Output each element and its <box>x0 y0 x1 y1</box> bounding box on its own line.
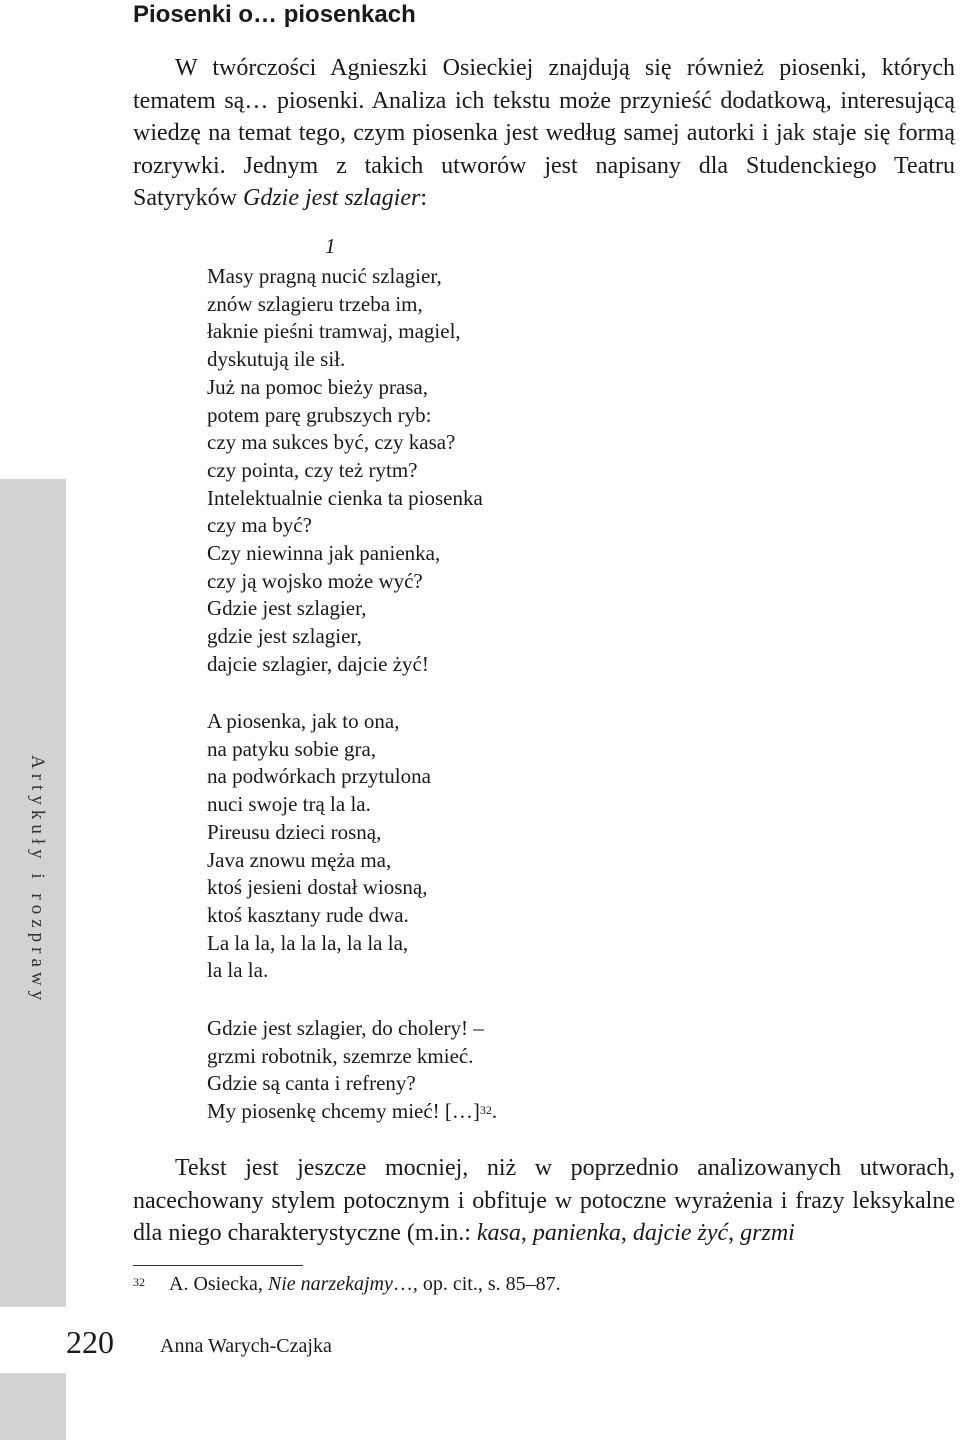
closing-separator: , <box>728 1220 741 1246</box>
poem-line: czy ją wojsko może wyć? <box>207 568 423 593</box>
poem-line: ktoś kasztany rude dwa. <box>207 902 409 927</box>
poem-line: czy ma być? <box>207 513 312 538</box>
poem-line: czy pointa, czy też rytm? <box>207 457 418 482</box>
stanza-3 <box>207 1015 497 1126</box>
poem-line: A piosenka, jak to ona, <box>207 709 400 733</box>
poem-line: Gdzie są canta i refreny? <box>207 1071 416 1096</box>
poem-line: potem parę grubszych ryb: <box>207 402 432 427</box>
closing-terms <box>477 1220 795 1246</box>
poem-line: dyskutują ile sił. <box>207 347 346 372</box>
poem-line-last <box>207 1098 497 1126</box>
footnote-reference[interactable]: 32 <box>479 1103 492 1118</box>
poem-line: czy ma sukces być, czy kasa? <box>207 430 456 455</box>
poem-line: łaknie pieśni tramwaj, magiel, <box>207 319 461 344</box>
poem-line: Już na pomoc bieży prasa, <box>207 374 429 399</box>
poem-line: Java znowu męża ma, <box>207 847 392 872</box>
footnote-text-after: …, op. cit., s. 85–87. <box>392 1273 561 1295</box>
song-title: Gdzie jest szlagier <box>243 185 421 211</box>
footnote-divider <box>133 1265 303 1266</box>
running-footer-author: Anna Warych-Czajka <box>160 1335 332 1357</box>
poem-line: na patyku sobie gra, <box>207 736 377 761</box>
intro-paragraph <box>133 52 955 215</box>
poem-line: Pireusu dzieci rosną, <box>207 819 382 844</box>
side-bar-footer <box>0 1373 66 1440</box>
poem-line-last-text: My piosenkę chcemy mieć! […] <box>207 1099 480 1124</box>
footnote-text-before: A. Osiecka, <box>169 1273 268 1295</box>
footnote-number: 32 <box>133 1275 145 1289</box>
page-number: 220 <box>66 1324 114 1360</box>
footnote <box>133 1273 561 1296</box>
poem-line-last-end: . <box>491 1099 498 1124</box>
poem-line: Gdzie jest szlagier, do cholery! – <box>207 1016 484 1040</box>
closing-term: panienka <box>532 1220 621 1246</box>
section-side-label: Artykuły i rozprawy <box>27 755 48 1006</box>
poem-line: Intelektualnie cienka ta piosenka <box>207 485 483 510</box>
stanza-number: 1 <box>325 234 336 258</box>
intro-end: : <box>420 185 427 211</box>
poem-line: na podwórkach przytulona <box>207 764 431 789</box>
poem-line: gdzie jest szlagier, <box>207 624 362 649</box>
poem-line: nuci swoje trą la la. <box>207 792 371 817</box>
poem-line: Czy niewinna jak panienka, <box>207 541 441 566</box>
poem-line: la la la. <box>207 958 269 983</box>
closing-term: grzmi <box>740 1220 795 1246</box>
poem-line: ktoś jesieni dostał wiosną, <box>207 875 428 900</box>
intro-text: W twórczości Agnieszki Osieckiej znajdują się również piosenki, których tematem są… piosenki. Analiza ich tekstu może przynieść dodatkową, interesującą wiedzę na temat tego, czym piosenka jest według samej autorki i jak staje się formą rozrywki. Jednym z takich utworów jest napisany dla Studenckiego Teatru Satyryków <box>133 55 955 211</box>
closing-separator: , <box>620 1220 633 1246</box>
footnote-title: Nie narzekajmy <box>267 1273 393 1295</box>
poem-line: dajcie szlagier, dajcie żyć! <box>207 651 429 676</box>
poem-line: Gdzie jest szlagier, <box>207 596 367 621</box>
closing-term: dajcie żyć <box>632 1220 729 1246</box>
poem-line: La la la, la la la, la la la, <box>207 930 409 955</box>
closing-term: kasa <box>476 1220 521 1246</box>
stanza-2 <box>207 708 431 985</box>
stanza-1 <box>207 263 483 679</box>
poem-line: Masy pragną nucić szlagier, <box>207 264 442 288</box>
poem-line: znów szlagieru trzeba im, <box>207 291 423 316</box>
closing-text: Tekst jest jeszcze mocniej, niż w poprzednio analizowanych utworach, nacechowany stylem potocznym i obfituje w potoczne wyrażenia i frazy leksykalne dla niego charakterystyczne (m.in.: <box>133 1155 955 1246</box>
closing-paragraph <box>133 1152 955 1250</box>
closing-separator: , <box>520 1220 533 1246</box>
section-heading: Piosenki o… piosenkach <box>133 1 416 28</box>
poem-line: grzmi robotnik, szemrze kmieć. <box>207 1043 474 1068</box>
